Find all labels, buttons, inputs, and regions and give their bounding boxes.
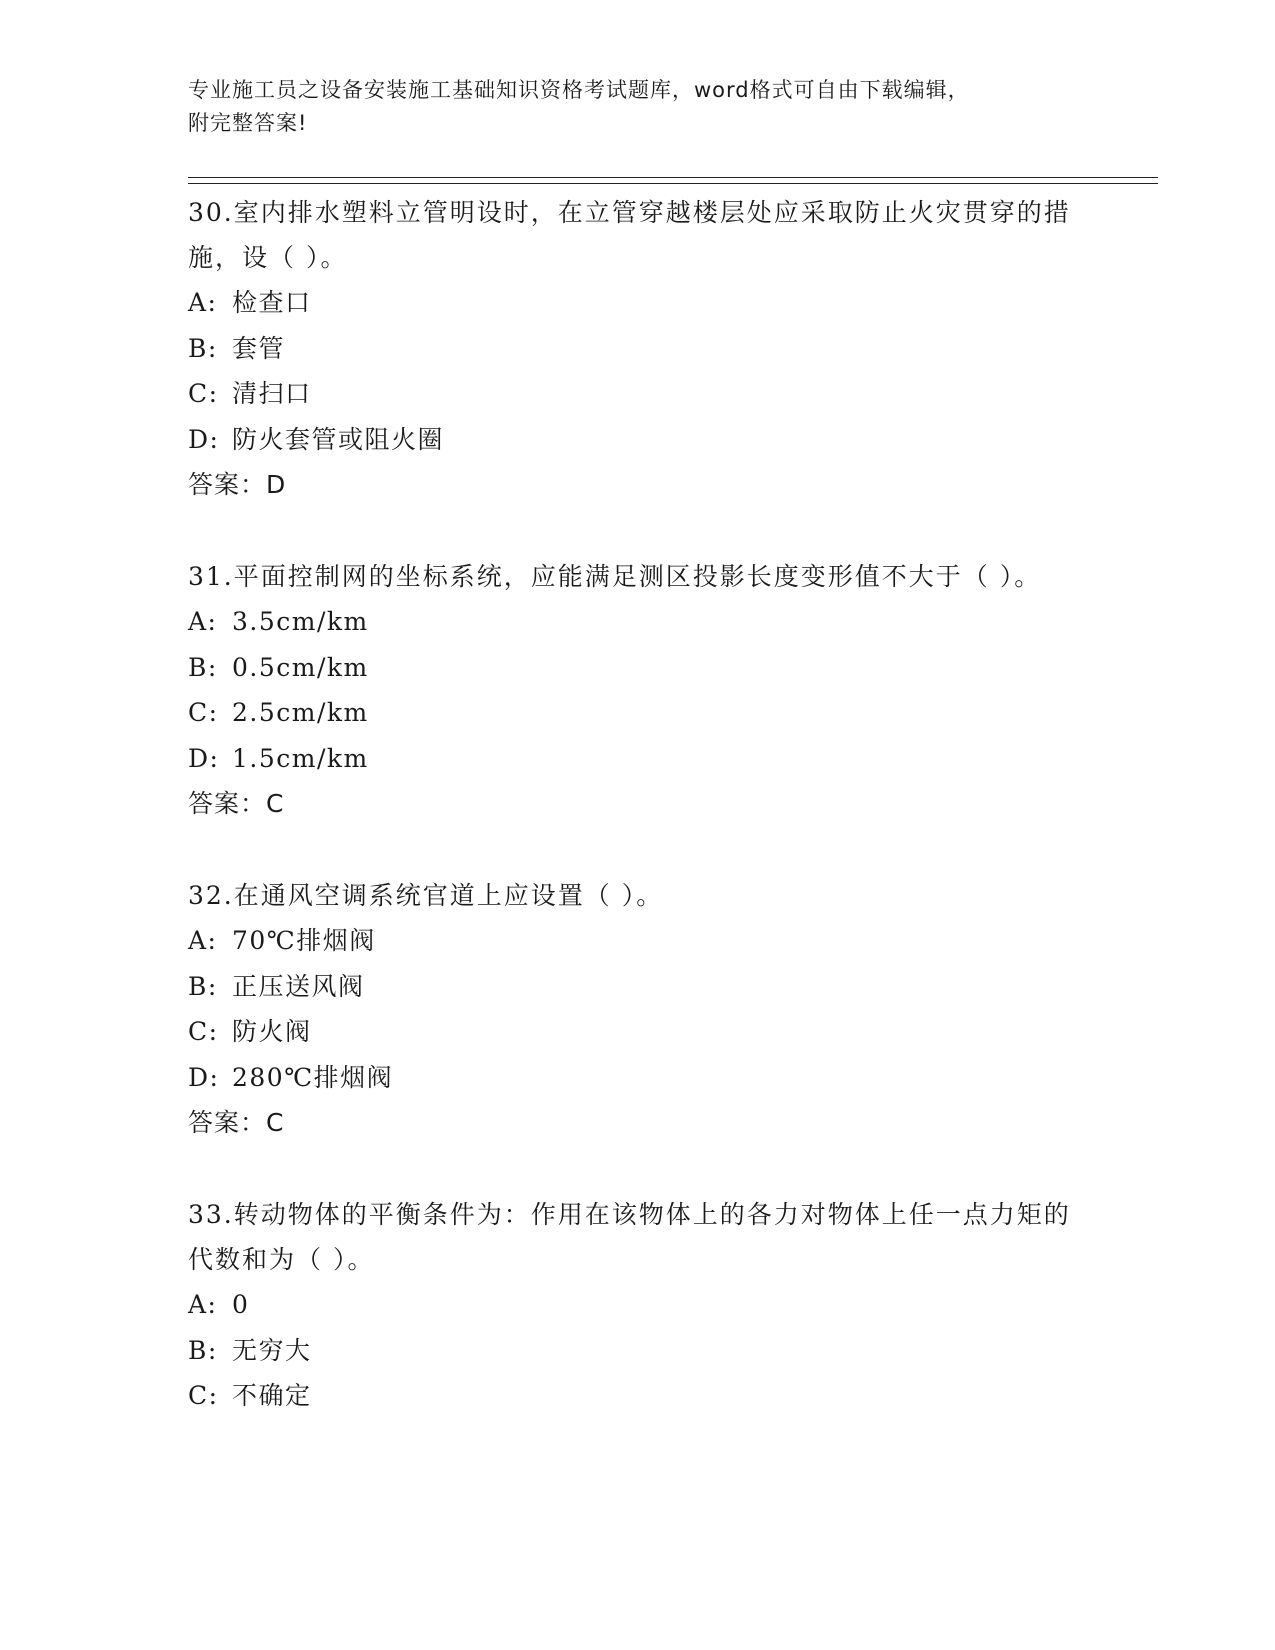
option-key: B: xyxy=(188,1335,218,1365)
question-stem: 30.室内排水塑料立管明设时，在立管穿越楼层处应采取防止火灾贯穿的措施，设（ ）。 xyxy=(188,198,1071,272)
option-c xyxy=(188,1373,1118,1419)
option-text: 无穷大 xyxy=(232,1335,312,1365)
option-text: 3.5cm/km xyxy=(232,607,369,636)
option-b xyxy=(188,964,1118,1010)
option-text: 清扫口 xyxy=(232,379,312,408)
option-text: 正压送风阀 xyxy=(232,971,365,1001)
option-text: 280℃排烟阀 xyxy=(232,1062,394,1092)
option-key: C: xyxy=(188,379,219,408)
option-key: C: xyxy=(188,1381,219,1410)
option-text: 1.5cm/km xyxy=(232,743,369,773)
option-key: C: xyxy=(188,698,219,727)
option-c xyxy=(188,371,1118,417)
option-key: B: xyxy=(188,652,218,682)
option-c xyxy=(188,690,1118,736)
option-b xyxy=(188,645,1118,691)
option-text: 2.5cm/km xyxy=(232,698,369,727)
option-text: 0 xyxy=(232,1290,250,1319)
option-key: C: xyxy=(188,1017,219,1046)
option-d xyxy=(188,736,1118,782)
option-text: 防火套管或阻火圈 xyxy=(232,424,445,454)
option-d xyxy=(188,417,1118,463)
option-b xyxy=(188,1328,1118,1374)
option-key: B: xyxy=(188,971,218,1001)
answer-line: 答案：C xyxy=(188,789,285,818)
option-d xyxy=(188,1055,1118,1101)
question-gap xyxy=(188,507,1118,554)
header-divider-bottom xyxy=(188,183,1158,184)
option-c xyxy=(188,1009,1118,1055)
question-gap xyxy=(188,826,1118,873)
question-gap xyxy=(188,1145,1118,1192)
question-stem: 32.在通风空调系统官道上应设置（ ）。 xyxy=(188,881,664,910)
option-text: 套管 xyxy=(232,333,286,363)
option-text: 不确定 xyxy=(232,1381,312,1410)
option-a xyxy=(188,280,1118,326)
option-text: 防火阀 xyxy=(232,1017,312,1046)
question-32 xyxy=(188,873,1118,1145)
option-key: D: xyxy=(188,424,220,454)
option-a xyxy=(188,1282,1118,1328)
option-key: A: xyxy=(188,926,218,955)
option-key: B: xyxy=(188,333,218,363)
question-31 xyxy=(188,554,1118,826)
option-key: D: xyxy=(188,743,220,773)
question-33 xyxy=(188,1192,1118,1419)
option-key: A: xyxy=(188,1290,218,1319)
answer-line: 答案：C xyxy=(188,1108,285,1137)
option-a xyxy=(188,918,1118,964)
option-text: 检查口 xyxy=(232,288,312,317)
option-key: D: xyxy=(188,1062,220,1092)
document-header xyxy=(188,74,1088,140)
answer-line: 答案：D xyxy=(188,470,287,499)
header-line-2: 附完整答案! xyxy=(188,111,308,135)
option-text: 0.5cm/km xyxy=(232,652,369,682)
option-a xyxy=(188,599,1118,645)
option-b xyxy=(188,326,1118,372)
header-line-1: 专业施工员之设备安装施工基础知识资格考试题库，word格式可自由下载编辑， xyxy=(188,78,970,102)
option-key: A: xyxy=(188,288,218,317)
question-stem: 33.转动物体的平衡条件为：作用在该物体上的各力对物体上任一点力矩的代数和为（ ）。 xyxy=(188,1200,1071,1274)
option-key: A: xyxy=(188,607,218,636)
question-stem: 31.平面控制网的坐标系统，应能满足测区投影长度变形值不大于（ ）。 xyxy=(188,562,1042,591)
question-30 xyxy=(188,190,1118,507)
question-list xyxy=(188,190,1118,1419)
header-divider-top xyxy=(188,177,1158,178)
option-text: 70℃排烟阀 xyxy=(232,926,376,955)
